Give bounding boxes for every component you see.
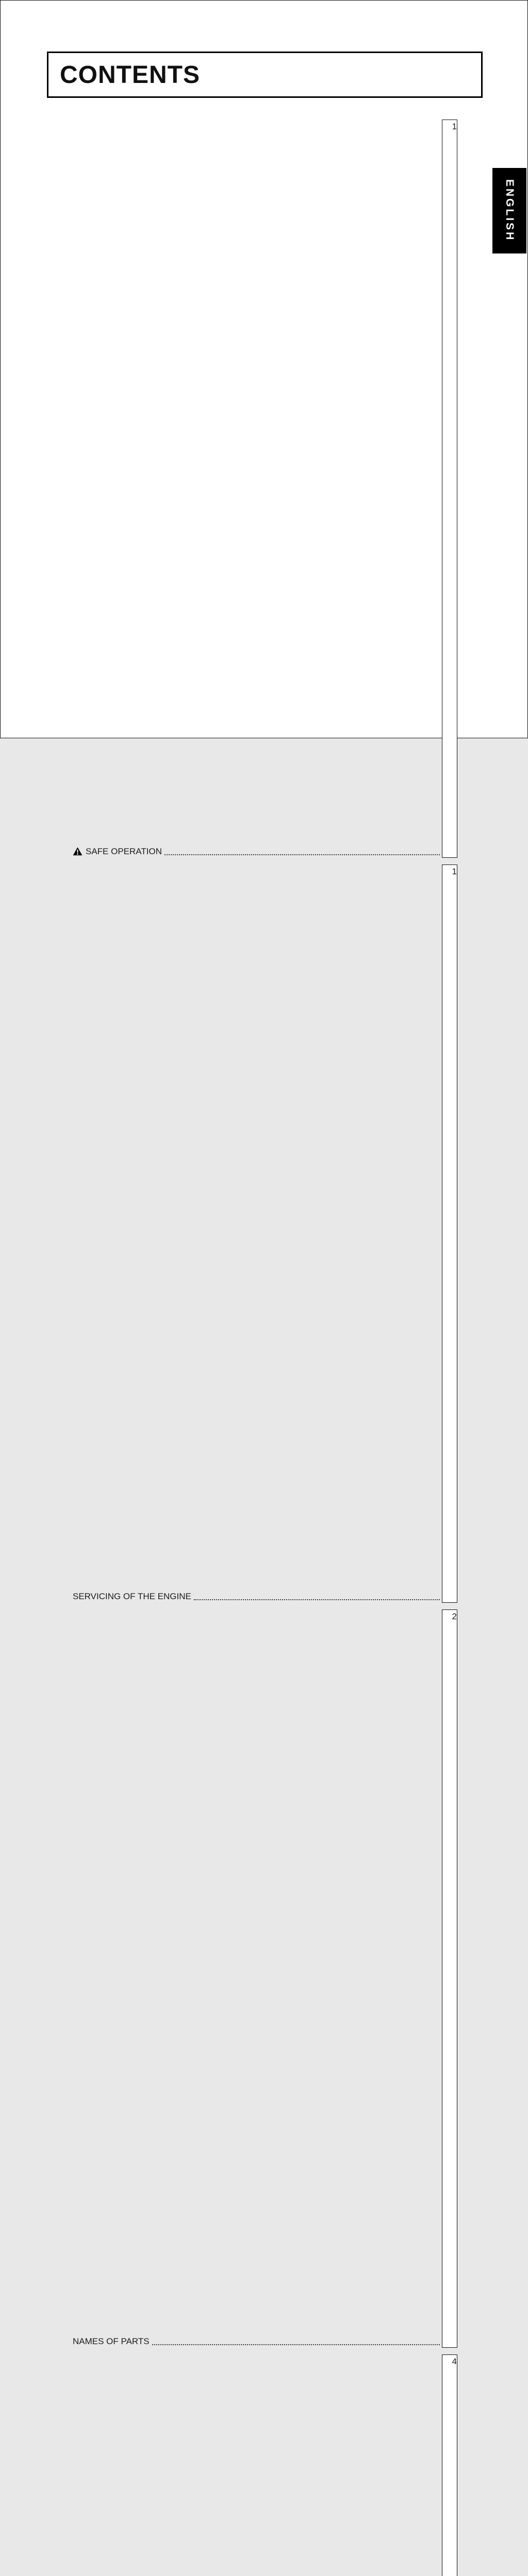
page-title: CONTENTS — [60, 61, 200, 89]
toc-entry-label — [73, 845, 162, 858]
toc-entry-page-number: 1 — [442, 120, 457, 858]
toc-entry-page-number: 1 — [442, 865, 457, 1603]
dot-leader — [152, 2344, 440, 2345]
dot-leader — [164, 854, 440, 855]
toc-entry-page-number: 2 — [442, 1609, 457, 2348]
toc-entry-text: SAFE OPERATION — [86, 846, 162, 856]
toc-entry-label — [73, 1590, 191, 1603]
dot-leader — [194, 1599, 440, 1600]
language-tab — [492, 168, 526, 253]
toc-list — [73, 120, 457, 2576]
language-tab-label: ENGLISH — [504, 179, 516, 242]
toc-entry — [73, 1609, 457, 2348]
toc-entry-text: SERVICING OF THE ENGINE — [73, 1591, 191, 1601]
toc-entry — [73, 865, 457, 1603]
toc-entry — [73, 2354, 457, 2576]
warning-icon — [73, 847, 82, 856]
toc-entry-text: NAMES OF PARTS — [73, 2336, 150, 2346]
contents-title-box — [47, 52, 483, 98]
toc-entry — [73, 120, 457, 858]
toc-entry-label — [73, 2335, 150, 2348]
toc-entry-page-number: 4 — [442, 2354, 457, 2576]
